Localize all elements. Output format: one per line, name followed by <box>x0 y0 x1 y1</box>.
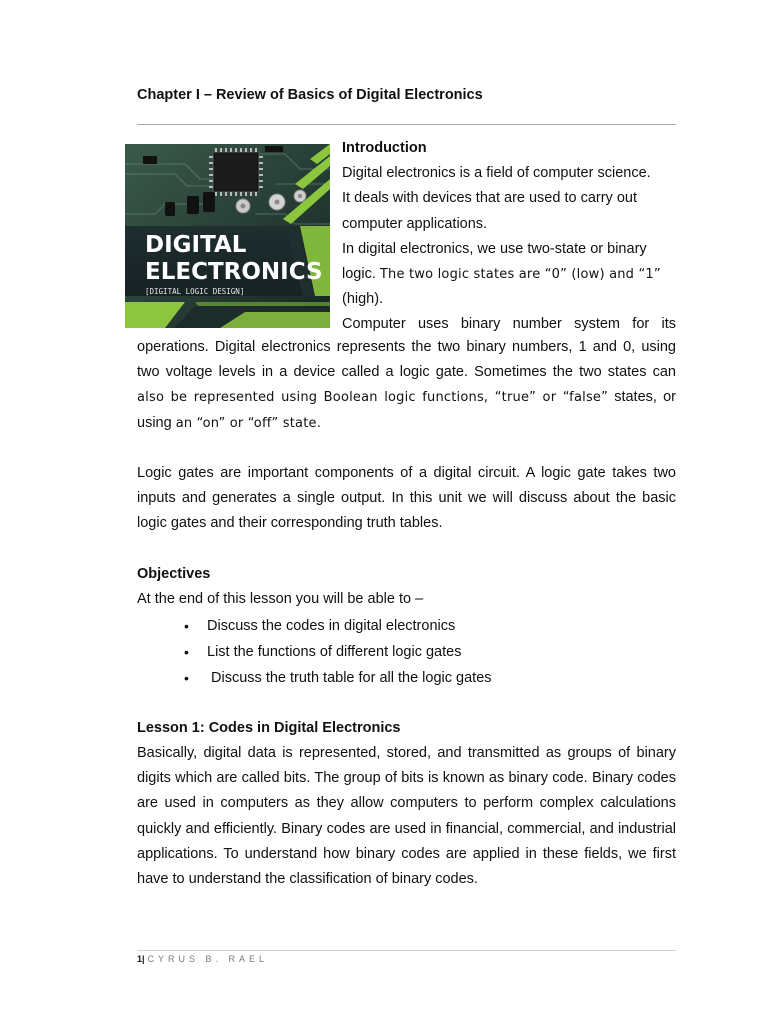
paragraph-part: states, or using <box>137 389 676 431</box>
cover-subtitle: [DIGITAL LOGIC DESIGN] <box>145 287 245 296</box>
bullet-icon: • <box>184 644 189 660</box>
cover-title-line2: ELECTRONICS <box>145 259 323 285</box>
list-item <box>137 665 676 691</box>
intro-line: Digital electronics is a field of computer science. <box>342 165 651 182</box>
intro-line: In digital electronics, we use two-state or binary <box>342 240 647 257</box>
book-cover-image <box>125 144 330 328</box>
chapter-title: Chapter I – Review of Basics of Digital Electronics <box>137 87 483 103</box>
paragraph-part: also be represented using Boolean logic functions, “true” or “false” <box>137 390 609 406</box>
author-name: CYRUS B. RAEL <box>147 954 269 964</box>
intro-line: Computer uses binary number system for its <box>342 316 676 333</box>
title-divider <box>137 124 676 125</box>
objective-text: List the functions of different logic gates <box>207 644 462 660</box>
lesson1-body: Basically, digital data is represented, stored, and transmitted as groups of binary digits which are called bits. The group of bits is known as binary code. Binary codes are used in computers as they allow computers to perform complex calculations quickly and efficiently. Binary codes are used in financial, commercial, and industrial applications. To understand how binary codes are applied in these fields, we first have to understand the classification of binary codes. <box>137 745 676 888</box>
objectives-list <box>137 613 676 691</box>
logic-gates-paragraph: Logic gates are important components of a digital circuit. A logic gate takes two inputs and generates a single output. In this unit we will discuss about the basic logic gates and their corresponding truth tables. <box>137 465 676 532</box>
introduction-heading: Introduction <box>342 140 427 156</box>
bullet-icon: • <box>184 670 189 686</box>
intro-paragraph-continued <box>137 335 676 436</box>
paragraph-part: operations. Digital electronics represents the two binary numbers, 1 and 0, using two voltage levels in a device called a logic gate. Sometimes the two states can <box>137 339 676 381</box>
footer-separator: | <box>142 954 145 964</box>
introduction-section <box>342 136 676 338</box>
intro-line-part: logic. <box>342 266 380 283</box>
intro-line: It deals with devices that are used to carry out <box>342 190 637 207</box>
page-number: 1 <box>137 954 143 964</box>
intro-line: (high). <box>342 291 384 308</box>
intro-line: computer applications. <box>342 215 488 232</box>
footer-divider <box>137 950 676 951</box>
objective-text: Discuss the truth table for all the logic gates <box>207 670 492 686</box>
objectives-heading: Objectives <box>137 566 211 582</box>
lesson1-heading: Lesson 1: Codes in Digital Electronics <box>137 720 401 736</box>
list-item <box>137 639 676 665</box>
circuit-board-illustration <box>125 144 330 328</box>
page-footer <box>137 953 268 965</box>
intro-line <box>342 262 676 287</box>
bullet-icon: • <box>184 618 189 634</box>
cover-title-line1: DIGITAL <box>145 232 247 258</box>
objectives-intro: At the end of this lesson you will be able to – <box>137 591 424 607</box>
list-item <box>137 613 676 639</box>
intro-line-part: The two logic states are “0” (low) and “1” <box>379 267 661 283</box>
paragraph-part: an “on” or “off” state. <box>175 415 322 431</box>
objective-text: Discuss the codes in digital electronics <box>207 618 456 634</box>
